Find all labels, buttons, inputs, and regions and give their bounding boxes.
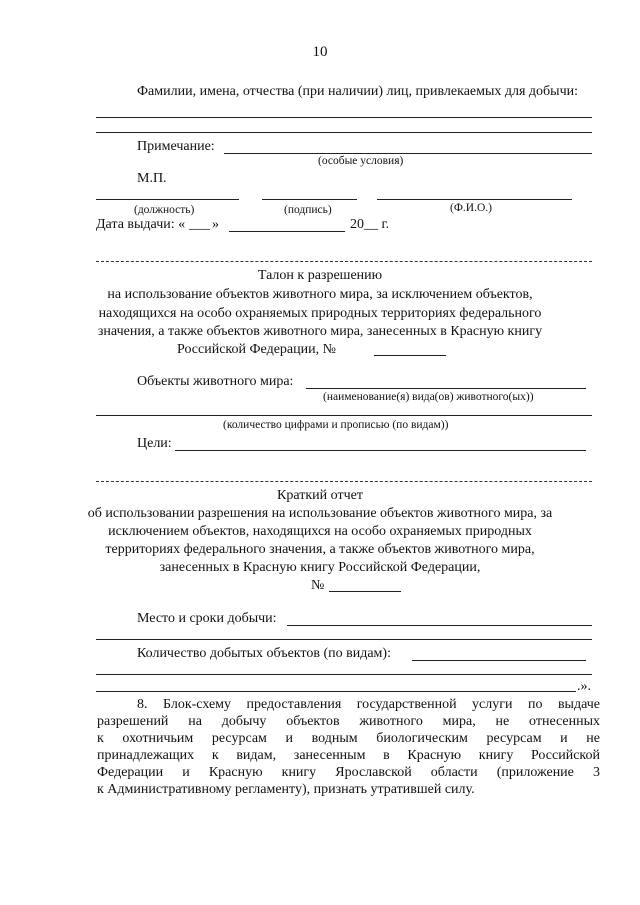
place-label: Место и сроки добычи: xyxy=(137,611,277,626)
persons-line-2 xyxy=(96,132,592,133)
page-number: 10 xyxy=(312,44,328,60)
report-title: Краткий отчет xyxy=(277,488,363,503)
cut-line-2 xyxy=(96,481,592,482)
count-line-2 xyxy=(96,674,592,675)
note-caption: (особые условия) xyxy=(318,155,404,167)
report-number-line xyxy=(329,591,401,592)
goals-label: Цели: xyxy=(137,436,172,451)
report-line-2: исключением объектов, находящихся на особо охраняемых природных xyxy=(108,524,532,539)
stamp-label: М.П. xyxy=(137,171,167,186)
cut-line-1 xyxy=(96,261,592,262)
quantity-line xyxy=(96,415,592,416)
issue-date-month-line xyxy=(229,231,345,232)
talon-line-4: Российской Федерации, № xyxy=(177,342,336,357)
place-line-2 xyxy=(96,639,592,640)
place-line xyxy=(287,625,592,626)
note-label: Примечание: xyxy=(137,139,215,154)
report-line-1: об использовании разрешения на использование объектов животного мира, за xyxy=(87,506,553,521)
item8-line-3: к охотничьим ресурсам и водным биологическим ресурсам и не xyxy=(97,731,600,746)
talon-line-3: значения, а также объектов животного мира, занесенных в Красную книгу xyxy=(97,324,543,339)
quantity-caption: (количество цифрами и прописью (по видам)) xyxy=(223,419,449,431)
signature-line xyxy=(262,199,357,200)
talon-number-line xyxy=(374,355,446,356)
objects-line xyxy=(306,388,586,389)
item8-line-5: Федерации и Красную книгу Ярославской области (приложение 3 xyxy=(97,765,600,780)
report-line-4: занесенных в Красную книгу Российской Федерации, xyxy=(159,560,481,575)
name-line xyxy=(377,199,572,200)
issue-date-year: 20__ г. xyxy=(350,217,390,232)
issue-date-day-blank: ___ xyxy=(189,217,210,232)
item8-line-4: принадлежащих к видам, занесенным в Красную книгу Российской xyxy=(97,748,600,763)
item8-line-6: к Административному регламенту), признать утратившей силу. xyxy=(97,782,475,797)
goals-line xyxy=(175,450,586,451)
name-caption: (Ф.И.О.) xyxy=(450,202,492,214)
objects-label: Объекты животного мира: xyxy=(137,374,294,389)
issue-date-mid: » xyxy=(212,217,219,232)
talon-title: Талон к разрешению xyxy=(257,268,383,283)
talon-line-1: на использование объектов животного мира, за исключением объектов, xyxy=(107,287,533,302)
talon-line-2: находящихся на особо охраняемых природных территориях федерального xyxy=(98,306,542,321)
count-line-3 xyxy=(96,691,576,692)
report-line-3: территориях федерального значения, а также объектов животного мира, xyxy=(105,542,535,557)
position-caption: (должность) xyxy=(134,204,195,216)
signature-caption: (подпись) xyxy=(284,204,332,216)
count-label: Количество добытых объектов (по видам): xyxy=(137,646,391,661)
issue-date-prefix: Дата выдачи: « xyxy=(96,217,186,232)
note-line xyxy=(224,153,592,154)
persons-line-1 xyxy=(96,117,592,118)
report-number-sign: № xyxy=(311,578,325,593)
report-closing: .». xyxy=(577,679,591,694)
persons-label: Фамилии, имена, отчества (при наличии) лиц, привлекаемых для добычи: xyxy=(137,84,579,99)
count-line xyxy=(412,660,586,661)
position-line xyxy=(96,199,239,200)
objects-caption: (наименование(я) вида(ов) животного(ых)) xyxy=(323,391,534,403)
item8-line-1: 8. Блок-схему предоставления государственной услуги по выдаче xyxy=(137,697,600,712)
item8-line-2: разрешений на добычу объектов животного мира, не отнесенных xyxy=(97,714,600,729)
